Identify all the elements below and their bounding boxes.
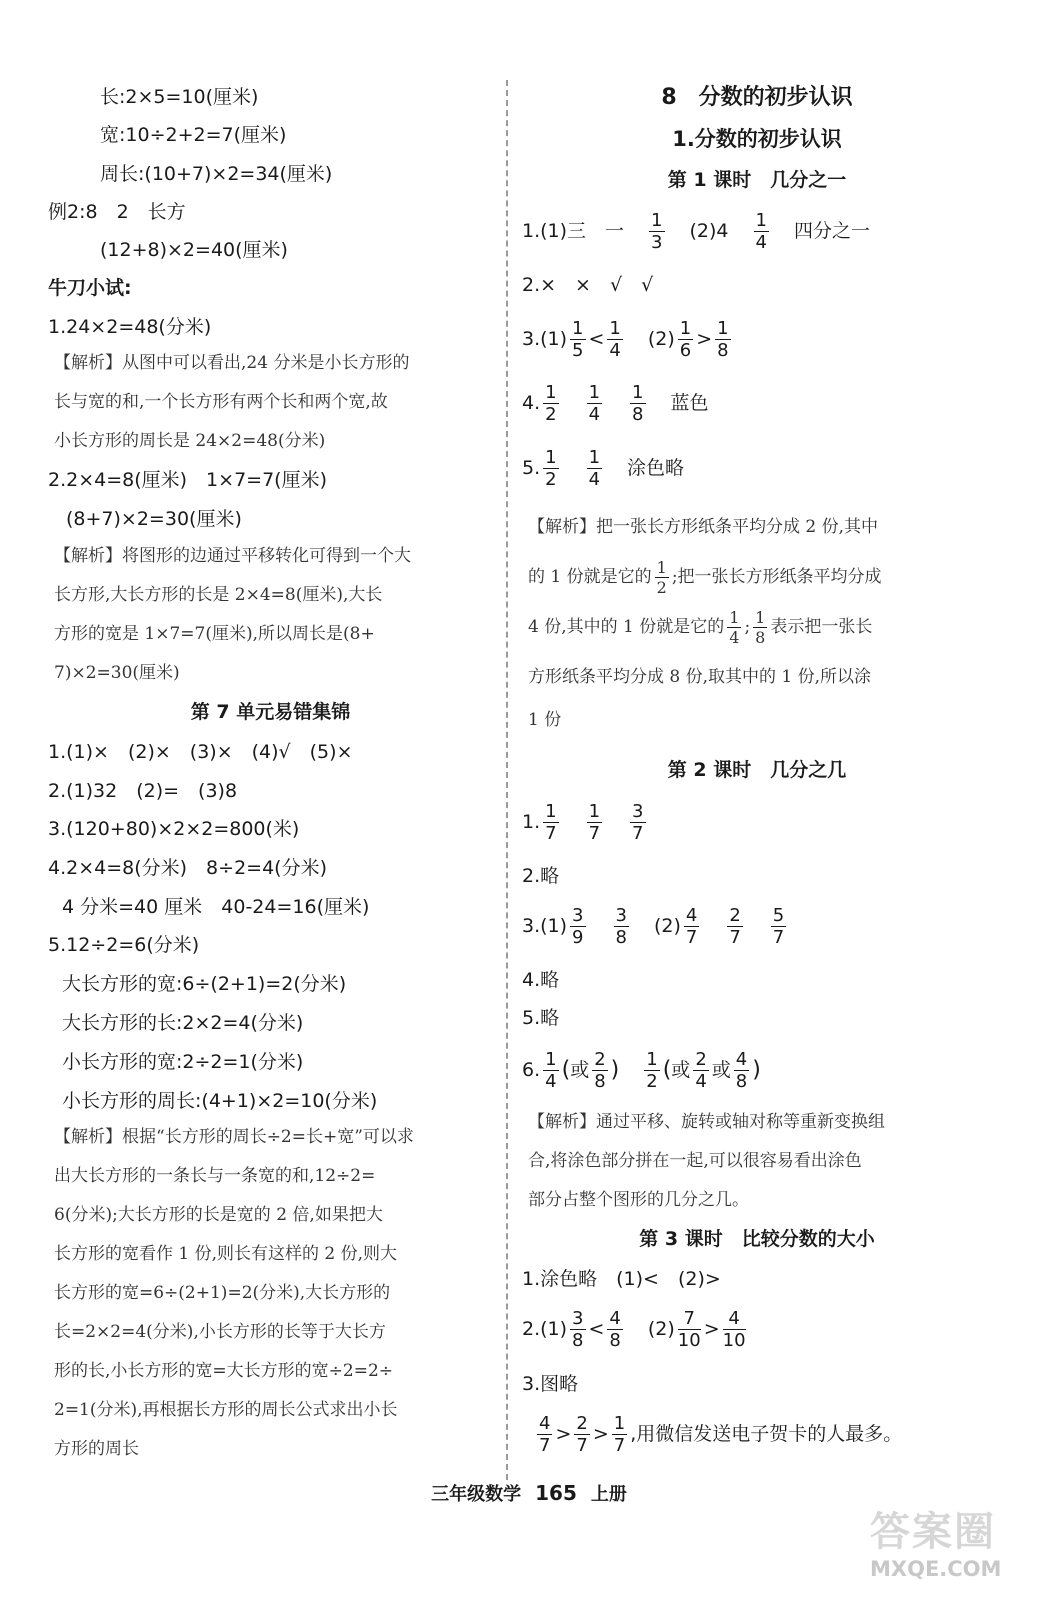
text-line: 1.(1)× (2)× (3)× (4)√ (5)×	[48, 741, 353, 763]
note-line: 长方形,大长方形的长是 2×4=8(厘米),大长	[54, 585, 383, 605]
note-line: 长与宽的和,一个长方形有两个长和两个宽,故	[54, 392, 388, 412]
answer-line: 5. $\frac{1}{2}$ $\frac{1}{4}$ 涂色略	[522, 446, 685, 490]
note-line: 出大长方形的一条长与一条宽的和,12÷2=	[54, 1166, 376, 1186]
fraction: $\frac{1}{7}$	[588, 800, 601, 844]
fraction: $\frac{3}{7}$	[632, 800, 644, 844]
note-line: 小长方形的周长是 24×2=48(分米)	[54, 431, 326, 451]
fraction: $\frac{1}{7}$	[613, 1412, 626, 1456]
text-line: 例2:8 2 长方	[48, 201, 186, 223]
fraction: $\frac{4}{8}$	[609, 1307, 621, 1351]
fraction: $\frac{1}{2}$	[545, 446, 557, 490]
column-divider	[506, 80, 508, 1480]
text-line: 3.(120+80)×2×2=800(米)	[48, 818, 300, 840]
section-heading: 牛刀小试:	[48, 277, 132, 299]
analysis-note	[528, 502, 882, 738]
fraction: $\frac{2}{8}$	[594, 1048, 606, 1092]
analysis-note	[528, 1103, 885, 1220]
text-line: 大长方形的宽:6÷(2+1)=2(分米)	[62, 973, 347, 995]
text-line: 小长方形的周长:(4+1)×2=10(分米)	[62, 1090, 378, 1112]
note-line: 部分占整个图形的几分之几。	[528, 1190, 749, 1210]
answer-line: 1. $\frac{1}{7}$ $\frac{1}{7}$ $\frac{3}{7}$	[522, 800, 644, 844]
text-line: 2.2×4=8(厘米) 1×7=7(厘米)	[48, 469, 327, 491]
text-line: 4 分米=40 厘米 40-24=16(厘米)	[62, 896, 370, 918]
watermark-url: MXQE.COM	[870, 1557, 1002, 1581]
analysis-note	[54, 537, 411, 693]
fraction: $\frac{1}{4}$	[729, 607, 740, 647]
note-line: 6(分米);大长方形的长是宽的 2 倍,如果把大	[54, 1205, 383, 1225]
answer-line: 1.(1)三 一 $\frac{1}{3}$ (2)4 $\frac{1}{4}$ 四分之一	[522, 209, 870, 253]
note-line: 1 份	[528, 710, 562, 730]
note-line: 的 1 份就是它的 $\frac{1}{2}$ ;把一张长方形纸条平均分成	[528, 557, 882, 597]
fraction: $\frac{4}{7}$	[539, 1412, 551, 1456]
fraction: $\frac{1}{7}$	[545, 800, 557, 844]
fraction: $\frac{4}{10}$	[722, 1307, 746, 1351]
note-line: 2=1(分米),再根据长方形的周长公式求出小长	[54, 1400, 398, 1420]
note-line: 【解析】把一张长方形纸条平均分成 2 份,其中	[528, 517, 879, 537]
fraction: $\frac{1}{4}$	[588, 446, 601, 490]
answer-line: 5.略	[522, 1007, 560, 1029]
fraction: $\frac{1}{4}$	[588, 381, 601, 425]
fraction: $\frac{7}{10}$	[677, 1307, 701, 1351]
footer-volume: 上册	[590, 1484, 627, 1505]
watermark-text: 答案圈	[870, 1509, 996, 1555]
text-line: 2.(1)32 (2)= (3)8	[48, 780, 238, 802]
text-line: (12+8)×2=40(厘米)	[100, 239, 288, 261]
fraction: $\frac{1}{8}$	[717, 317, 729, 361]
note-line: 方形的周长	[54, 1439, 139, 1459]
fraction: $\frac{1}{4}$	[609, 317, 621, 361]
fraction: $\frac{1}{6}$	[679, 317, 692, 361]
note-line: 【解析】根据“长方形的周长÷2=长+宽”可以求	[54, 1127, 414, 1147]
fraction: $\frac{2}{4}$	[695, 1048, 707, 1092]
text-line: 大长方形的长:2×2=4(分米)	[62, 1012, 304, 1034]
fraction: $\frac{1}{2}$	[545, 381, 557, 425]
fraction: $\frac{2}{7}$	[576, 1412, 588, 1456]
fraction: $\frac{5}{7}$	[772, 904, 785, 948]
fraction: $\frac{3}{9}$	[572, 904, 584, 948]
answer-line: 6. $\frac{1}{4}$ (或 $\frac{2}{8}$ ) $\frac{1}{2}$ (或 $\frac{2}{4}$ 或 $\frac{4}{8}$ )	[522, 1048, 761, 1092]
text-line: 宽:10÷2+2=7(厘米)	[100, 124, 287, 146]
footer-grade: 三年级数学	[431, 1484, 522, 1505]
lesson-title: 第 1 课时 几分之一	[667, 169, 847, 191]
note-line: 方形纸条平均分成 8 份,取其中的 1 份,所以涂	[528, 667, 872, 687]
fraction: $\frac{1}{5}$	[572, 317, 584, 361]
section-title: 1.分数的初步认识	[672, 127, 842, 151]
note-line: 形的长,小长方形的宽=大长方形的宽÷2=2÷	[54, 1361, 394, 1381]
note-line: 7)×2=30(厘米)	[54, 663, 180, 683]
text-line: 1.24×2=48(分米)	[48, 316, 212, 338]
fraction: $\frac{4}{8}$	[735, 1048, 748, 1092]
chapter-title: 8 分数的初步认识	[661, 85, 853, 110]
note-line: 方形的宽是 1×7=7(厘米),所以周长是(8+	[54, 624, 375, 644]
text-line: 周长:(10+7)×2=34(厘米)	[100, 163, 333, 185]
note-line: 4 份,其中的 1 份就是它的 $\frac{1}{4}$ ; $\frac{1}{8}$ 表示把一张长	[528, 607, 873, 647]
answer-line: 4. $\frac{1}{2}$ $\frac{1}{4}$ $\frac{1}{8}$ 蓝色	[522, 381, 709, 425]
page-number: 165	[535, 1481, 577, 1505]
text-line: (8+7)×2=30(厘米)	[66, 508, 242, 530]
note-line: 合,将涂色部分拼在一起,可以很容易看出涂色	[528, 1151, 862, 1171]
analysis-note	[54, 344, 409, 461]
answer-line: 3.(1) $\frac{3}{9}$ $\frac{3}{8}$ (2) $\frac{4}{7}$ $\frac{2}{7}$ $\frac{5}{7}$	[522, 904, 785, 948]
lesson-title: 第 2 课时 几分之几	[667, 759, 847, 781]
text-line: 4.2×4=8(分米) 8÷2=4(分米)	[48, 857, 327, 879]
answer-line: 3.图略	[522, 1373, 579, 1395]
text-line: 长:2×5=10(厘米)	[100, 86, 259, 108]
answer-line: 2.略	[522, 865, 560, 887]
note-line: 长方形的宽看作 1 份,则长有这样的 2 份,则大	[54, 1244, 398, 1264]
note-line: 【解析】将图形的边通过平移转化可得到一个大	[54, 546, 411, 566]
fraction: $\frac{1}{8}$	[632, 381, 644, 425]
answer-line: 2.× × √ √	[522, 274, 654, 296]
text-line: 5.12÷2=6(分米)	[48, 934, 200, 956]
watermark-logo	[870, 1500, 1040, 1595]
answer-line: 1.涂色略 (1)< (2)>	[522, 1268, 721, 1290]
fraction: $\frac{2}{7}$	[729, 904, 741, 948]
fraction: $\frac{3}{8}$	[615, 904, 627, 948]
note-line: 长方形的宽=6÷(2+1)=2(分米),大长方形的	[54, 1283, 391, 1303]
fraction: $\frac{1}{4}$	[755, 209, 767, 253]
fraction: $\frac{1}{2}$	[656, 557, 667, 597]
answer-line: $\frac{4}{7}$ > $\frac{2}{7}$ > $\frac{1}{7}$ ,用微信发送电子贺卡的人最多。	[539, 1412, 903, 1456]
fraction: $\frac{1}{8}$	[755, 607, 766, 647]
note-line: 【解析】通过平移、旋转或轴对称等重新变换组	[528, 1112, 885, 1132]
fraction: $\frac{1}{3}$	[651, 209, 663, 253]
note-line: 【解析】从图中可以看出,24 分米是小长方形的	[54, 353, 410, 373]
analysis-note	[54, 1118, 414, 1469]
fraction: $\frac{4}{7}$	[685, 904, 698, 948]
answer-line: 3.(1) $\frac{1}{5}$ < $\frac{1}{4}$ (2) $\frac{1}{6}$ > $\frac{1}{8}$	[522, 317, 729, 361]
text-line: 小长方形的宽:2÷2=1(分米)	[62, 1051, 304, 1073]
note-line: 长=2×2=4(分米),小长方形的长等于大长方	[54, 1322, 386, 1342]
section-heading: 第 7 单元易错集锦	[190, 701, 351, 723]
fraction: $\frac{1}{2}$	[646, 1048, 658, 1092]
answer-line: 4.略	[522, 969, 560, 991]
fraction: $\frac{1}{4}$	[545, 1048, 557, 1092]
fraction: $\frac{3}{8}$	[572, 1307, 584, 1351]
lesson-title: 第 3 课时 比较分数的大小	[639, 1228, 875, 1250]
answer-line: 2.(1) $\frac{3}{8}$ < $\frac{4}{8}$ (2) $\frac{7}{10}$ > $\frac{4}{10}$	[522, 1307, 746, 1351]
